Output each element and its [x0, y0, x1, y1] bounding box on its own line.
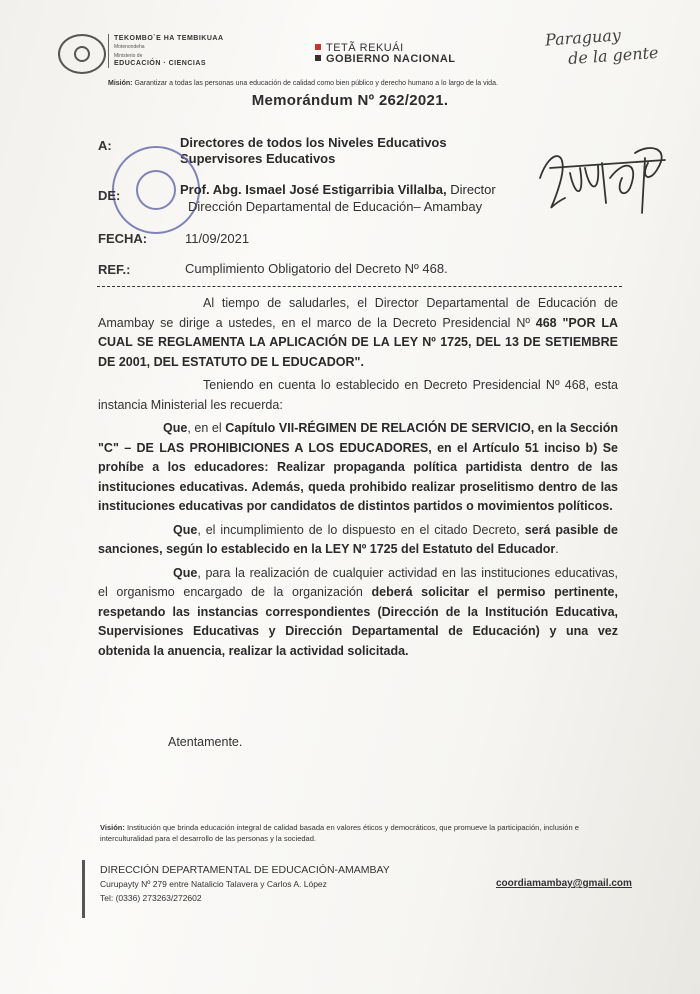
- paragraph-5: [98, 564, 618, 662]
- divider: [97, 286, 622, 287]
- ministry-sub1: Motenondeha: [114, 44, 145, 50]
- p5-que: Que: [173, 565, 198, 580]
- a-label: A:: [98, 138, 112, 153]
- de-name: Prof. Abg. Ismael José Estigarribia Villalba,: [180, 182, 447, 197]
- red-square-icon: [315, 44, 321, 50]
- p3-que: Que: [163, 421, 188, 435]
- p5-text: , para la realización de cualquier actividad en las instituciones educativas, el organismo encargado de la organización: [98, 565, 618, 599]
- p1-bold: 468 "POR LA CUAL SE REGLAMENTA LA APLICACIÓN DE LA LEY Nº 1725, DEL 13 DE SETIEMBRE DE 2001, DEL ESTATUTO DE L EDUCADOR".: [98, 315, 619, 369]
- ref-value: Cumplimiento Obligatorio del Decreto Nº 468.: [185, 261, 448, 276]
- mision-text: Garantizar a todas las personas una educación de calidad como bien público y derecho humano a lo largo de la vida.: [134, 80, 498, 87]
- paragraph-4: [98, 521, 618, 560]
- p4-bold: será pasible de sanciones, según lo establecido en la LEY Nº 1725 del Estatuto del Educador: [98, 522, 619, 556]
- slogan-line2: de la gente: [567, 42, 660, 69]
- footer-bar: [82, 860, 85, 918]
- paragraph-2: Teniendo en cuenta lo establecido en Decreto Presidencial Nº 468, esta instancia Ministerial les recuerda:: [98, 378, 618, 412]
- de-line2: Dirección Departamental de Educación– Amambay: [188, 199, 483, 214]
- footer-phone: Tel: (0336) 273263/272602: [100, 893, 202, 903]
- a-line2: Supervisores Educativos: [180, 151, 336, 166]
- ministry-name: TEKOMBO`E HA TEMBIKUAA: [114, 35, 224, 42]
- de-line1: [180, 182, 496, 197]
- ministry-seal-icon: [58, 34, 106, 74]
- paragraph-3: [98, 419, 618, 517]
- a-line1: Directores de todos los Niveles Educativos: [180, 135, 447, 150]
- signature-icon: [530, 138, 680, 218]
- mision-label: Misión:: [108, 80, 133, 87]
- vision-statement: [100, 822, 624, 844]
- sign-off: Atentamente.: [168, 735, 243, 749]
- fecha-value: 11/09/2021: [185, 231, 250, 246]
- gobierno-line: [315, 53, 456, 65]
- de-label: DE:: [98, 188, 121, 203]
- footer-org: DIRECCIÓN DEPARTAMENTAL DE EDUCACIÓN-AMAMBAY: [100, 864, 390, 876]
- p3-bold: Capítulo VII-RÉGIMEN DE RELACIÓN DE SERVICIO, en la Sección "C" – DE LAS PROHIBICIONES A LOS EDUCADORES, en el Artículo 51 inciso b) Se prohíbe a los educadores: Realizar propaganda política partidista dentro de las instituciones educativas. Además, queda prohibido realizar proselitismo dentro de las instituciones educativas por candidatos de distintos partidos o movimientos políticos.: [98, 421, 618, 513]
- footer-address: Curupayty Nº 279 entre Natalicio Talavera y Carlos A. López: [100, 879, 327, 889]
- p5-bold: deberá solicitar el permiso pertinente, respetando las instancias correspondientes (Dirección de la Institución Educativa, Supervisiones Educativas y Dirección Departamental de Educación) y una vez obtenida la anuencia, realizar la actividad solicitada.: [98, 585, 618, 658]
- paragraph-1: [98, 294, 618, 372]
- slogan-line1: Paraguay: [544, 25, 622, 50]
- p4-end: .: [555, 542, 559, 556]
- p4-text: , el incumplimiento de lo dispuesto en el citado Decreto,: [197, 522, 525, 537]
- ref-label: REF.:: [98, 262, 131, 277]
- vision-text: Institución que brinda educación integral de calidad basada en valores éticos y democráticos, que promueve la participación, inclusión e interculturalidad para el desarrollo de las personas y la sociedad.: [100, 823, 579, 843]
- vision-label: Visión:: [100, 823, 125, 832]
- p4-que: Que: [173, 522, 198, 537]
- p1-text: Al tiempo de saludarles, el Director Departamental de Educación de Amambay se dirige a ustedes, en el marco de la Decreto Presidencial Nº: [98, 296, 618, 330]
- memo-title: Memorándum Nº 262/2021.: [251, 92, 449, 109]
- p3-text: , en el: [187, 421, 226, 435]
- header-divider: [108, 34, 109, 68]
- gobierno-text: GOBIERNO NACIONAL: [326, 53, 456, 65]
- teta-rekuai-text: TETÃ REKUÁI: [326, 42, 404, 54]
- footer-email-link[interactable]: coordiamambay@gmail.com: [496, 878, 632, 889]
- fecha-label: FECHA:: [98, 231, 148, 246]
- memo-body: [98, 294, 618, 661]
- ministry-sub2: Ministerio de: [114, 53, 143, 59]
- de-role: Director: [446, 182, 496, 197]
- ministry-sub3: EDUCACIÓN · CIENCIAS: [114, 60, 207, 67]
- dark-square-icon: [315, 55, 321, 61]
- mision-line: [108, 80, 498, 87]
